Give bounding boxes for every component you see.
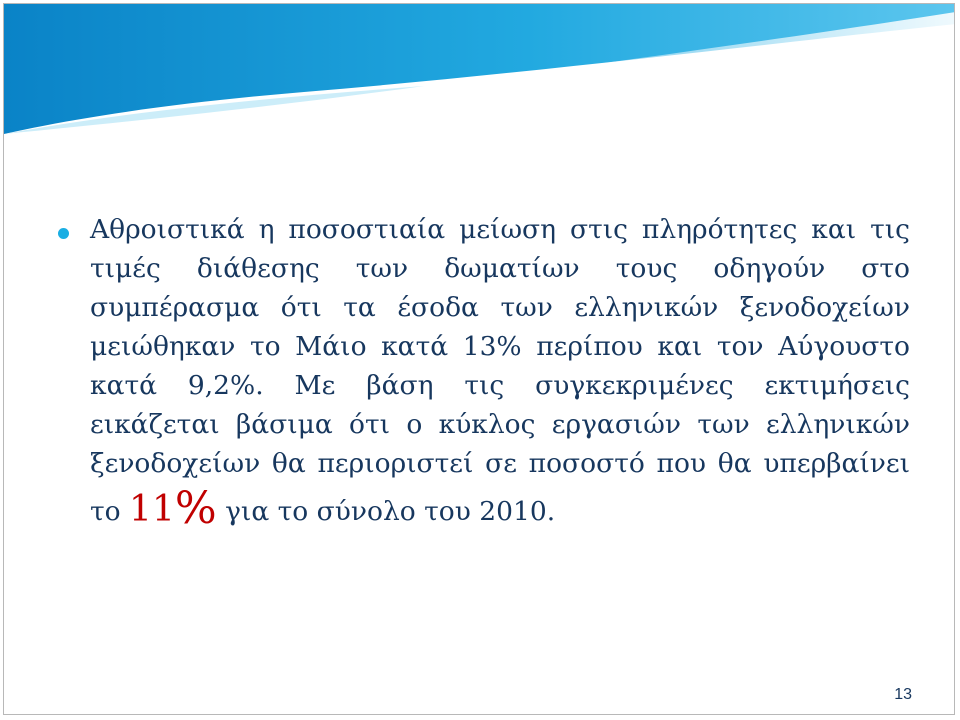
text-line: τιμές διάθεσης των δωματίων τους οδηγούν στο [90,253,910,284]
bullet-paragraph [90,210,910,534]
page-number: 13 [894,686,912,703]
text-line: κατά 9,2%. Με βάση τις συγκεκριμένες εκτιμήσεις [90,370,910,401]
header-band [4,4,955,134]
text-line: εικάζεται βάσιμα ότι ο κύκλος εργασιών των ελληνικών [90,409,910,440]
last-line-suffix: για το σύνολο του 2010. [216,496,556,527]
text-line: ξενοδοχείων θα περιοριστεί σε ποσοστό που θα υπερβαίνει [90,448,910,479]
emphasis-number: 11 [129,489,175,530]
text-line: Αθροιστικά η ποσοστιαία μείωση στις πληρότητες και τις [90,214,910,245]
text-line: μειώθηκαν το Μάιο κατά 13% περίπου και τον Αύγουστο [90,331,910,362]
slide [3,3,955,715]
emphasis-percent: % [174,483,217,534]
text-line: συμπέρασμα ότι τα έσοδα των ελληνικών ξενοδοχείων [90,292,910,323]
last-line-prefix: το [90,496,130,527]
text-line-last [90,483,910,534]
bullet-dot-icon [58,228,69,239]
